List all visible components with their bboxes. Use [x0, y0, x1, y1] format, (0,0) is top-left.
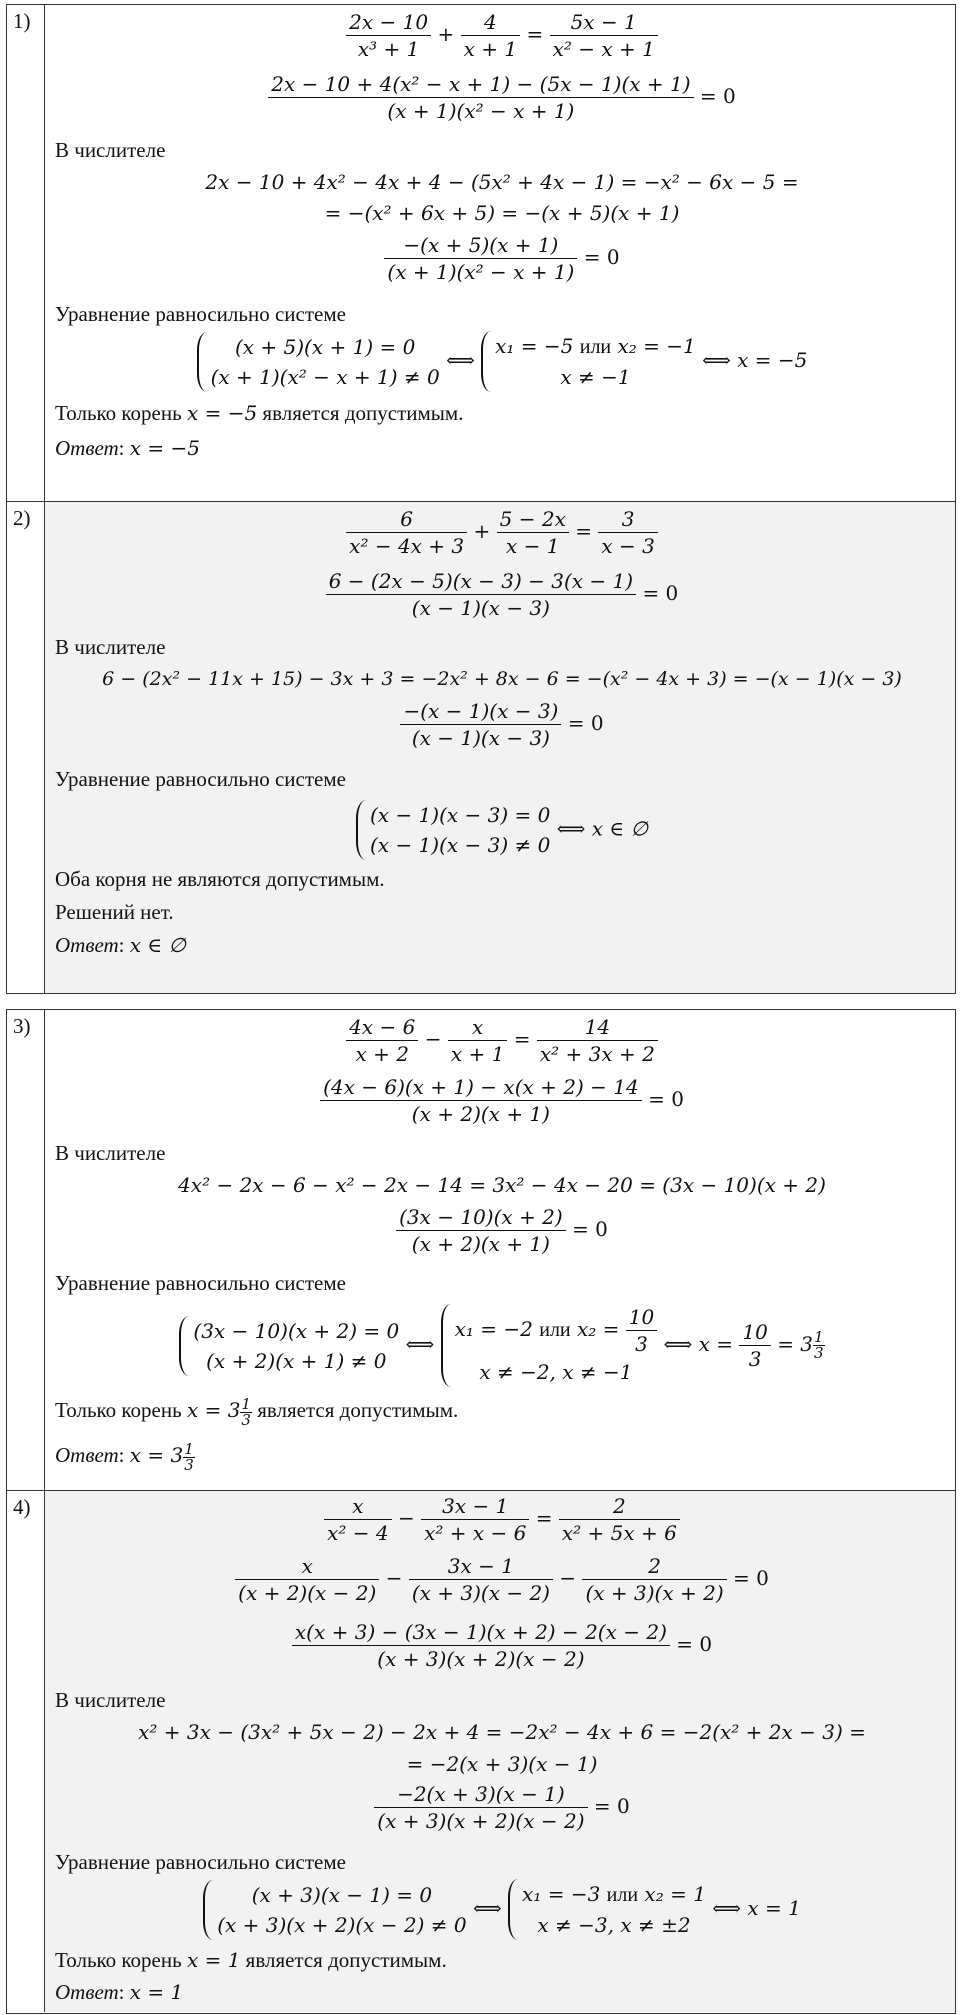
problem-3-row	[7, 1010, 955, 1490]
answer-line: Ответ: x ∈ ∅	[55, 933, 186, 957]
problem-4-row	[7, 1490, 955, 2012]
numerator-expansion-1: 2x − 10 + 4x² − 4x + 4 − (5x² + 4x − 1) = −x² − 6x − 5 =	[205, 170, 799, 194]
reduced-fraction: $\frac{-(x + 5)(x + 1)}{\text{(x + 1)(x² − x + 1)}}$ = 0	[55, 232, 949, 292]
solutions-table-1	[6, 4, 956, 994]
original-equation: $\frac{4x - 6}{x + 2}$ − $\frac{x}{x + 1}$ = $\frac{14}{\text{x² + 3x + 2}}$	[55, 1014, 949, 1074]
solutions-table-2	[6, 1009, 956, 2014]
numerator-expansion-1: x² + 3x − (3x² + 5x − 2) − 2x + 4 = −2x² − 4x + 6 = −2(x² + 2x − 3) =	[138, 1720, 866, 1744]
no-valid-roots-note: Оба корня не являются допустимым.	[55, 867, 385, 891]
numerator-expansion-2: = −2(x + 3)(x − 1)	[406, 1752, 598, 1776]
admissible-root-note: Только корень x = 1 является допустимым.	[55, 1948, 447, 1972]
problem-number: 4)	[7, 1491, 45, 2012]
answer-line: Ответ: x = −5	[55, 436, 200, 460]
numerator-expansion-2: = −(x² + 6x + 5) = −(x + 5)(x + 1)	[324, 201, 680, 225]
combined-fraction: $\frac{\text{2x − 10 + 4(x² − x + 1) − (5x − 1)(x + 1)}}{\text{(x + 1)(x² − x + 1)}}$ = 0	[55, 71, 949, 131]
answer-line: Ответ: x = 3 $\frac{1}{3}$	[55, 1439, 194, 1474]
numerator-expansion-1: 4x² − 2x − 6 − x² − 2x − 14 = 3x² − 4x − 20 = (3x − 10)(x + 2)	[178, 1173, 826, 1197]
equation-system: (x + 3)(x − 1) = 0 (x + 3)(x + 2)(x − 2) ≠ 0 ⟺ x₁ = −3 или x₂ = 1 x ≠ −3, x ≠ ±2 ⟺ x = 1	[55, 1879, 949, 1941]
problem-3-solution	[45, 1010, 955, 1490]
numerator-note: В числителе	[55, 1688, 166, 1712]
equivalent-system-note: Уравнение равносильно системе	[55, 1850, 346, 1874]
reduced-fraction: $\frac{(3x - 10)(x + 2)}{(x + 2)(x + 1)}$ = 0	[55, 1204, 949, 1264]
problem-2-solution	[45, 502, 955, 993]
admissible-root-note: Только корень x = 3 $\frac{1}{3}$ является допустимым.	[55, 1394, 459, 1429]
original-equation: $\frac{x}{\text{x² − 4}}$ − $\frac{3x - 1}{\text{x² + x − 6}}$ = $\frac{2}{\text{x² + 5x + 6}}$	[55, 1493, 949, 1553]
problem-4-solution	[45, 1491, 955, 2012]
problem-number: 1)	[7, 5, 45, 501]
combined-fraction: $\frac{(4x - 6)(x + 1) - x(x + 2) - 14}{(x + 2)(x + 1)}$ = 0	[55, 1074, 949, 1134]
combined-fraction: $\frac{x(x + 3) - (3x - 1)(x + 2) - 2(x - 2)}{(x + 3)(x + 2)(x - 2)}$ = 0	[55, 1619, 949, 1679]
problem-number: 3)	[7, 1010, 45, 1490]
numerator-note: В числителе	[55, 635, 166, 659]
problem-number: 2)	[7, 502, 45, 993]
numerator-note: В числителе	[55, 1141, 166, 1165]
reduced-fraction: $\frac{-(x - 1)(x - 3)}{(x - 1)(x - 3)}$ = 0	[55, 698, 949, 758]
equivalent-system-note: Уравнение равносильно системе	[55, 767, 346, 791]
combined-fraction: $\frac{6 - (2x - 5)(x - 3) - 3(x - 1)}{(x - 1)(x - 3)}$ = 0	[55, 568, 949, 628]
numerator-note: В числителе	[55, 138, 166, 162]
problem-2-row	[7, 501, 955, 993]
original-equation: $\frac{2x - 10}{\text{x³ + 1}}$ + $\frac{4}{x + 1}$ = $\frac{5x - 1}{\text{x² − x + 1}}$	[55, 9, 949, 69]
equivalent-system-note: Уравнение равносильно системе	[55, 1271, 346, 1295]
equivalent-system-note: Уравнение равносильно системе	[55, 302, 346, 326]
equation-system: (3x − 10)(x + 2) = 0 (x + 2)(x + 1) ≠ 0 ⟺ x₁ = −2 или x₂ = $\frac{10}{3}$ x ≠ −2, x ≠ −1 ⟺ x = $\frac{10}{3}$ = 3 $\frac{1}{3}$	[55, 1304, 949, 1378]
no-solutions-note: Решений нет.	[55, 900, 174, 924]
equation-system: (x − 1)(x − 3) = 0 (x − 1)(x − 3) ≠ 0 ⟺ x ∈ ∅	[55, 800, 949, 862]
reduced-fraction: $\frac{-2(x + 3)(x - 1)}{(x + 3)(x + 2)(x - 2)}$ = 0	[55, 1781, 949, 1841]
numerator-expansion-1: 6 − (2x² − 11x + 15) − 3x + 3 = −2x² + 8x − 6 = −(x² − 4x + 3) = −(x − 1)(x − 3)	[102, 668, 902, 690]
problem-1-row	[7, 5, 955, 501]
problem-1-solution	[45, 5, 955, 501]
factored-equation: $\frac{x}{(x + 2)(x - 2)}$ − $\frac{3x - 1}{(x + 3)(x - 2)}$ − $\frac{2}{(x + 3)(x + 2)}$ = 0	[55, 1553, 949, 1613]
original-equation: $\frac{6}{\text{x² − 4x + 3}}$ + $\frac{5 - 2x}{x - 1}$ = $\frac{3}{x - 3}$	[55, 506, 949, 566]
answer-line: Ответ: x = 1	[55, 1980, 184, 2004]
equation-system: (x + 5)(x + 1) = 0 (x + 1)(x² − x + 1) ≠ 0 ⟺ x₁ = −5 или x₂ = −1 x ≠ −1 ⟺ x = −5	[55, 331, 949, 393]
admissible-root-note: Только корень x = −5 является допустимым.	[55, 401, 464, 425]
